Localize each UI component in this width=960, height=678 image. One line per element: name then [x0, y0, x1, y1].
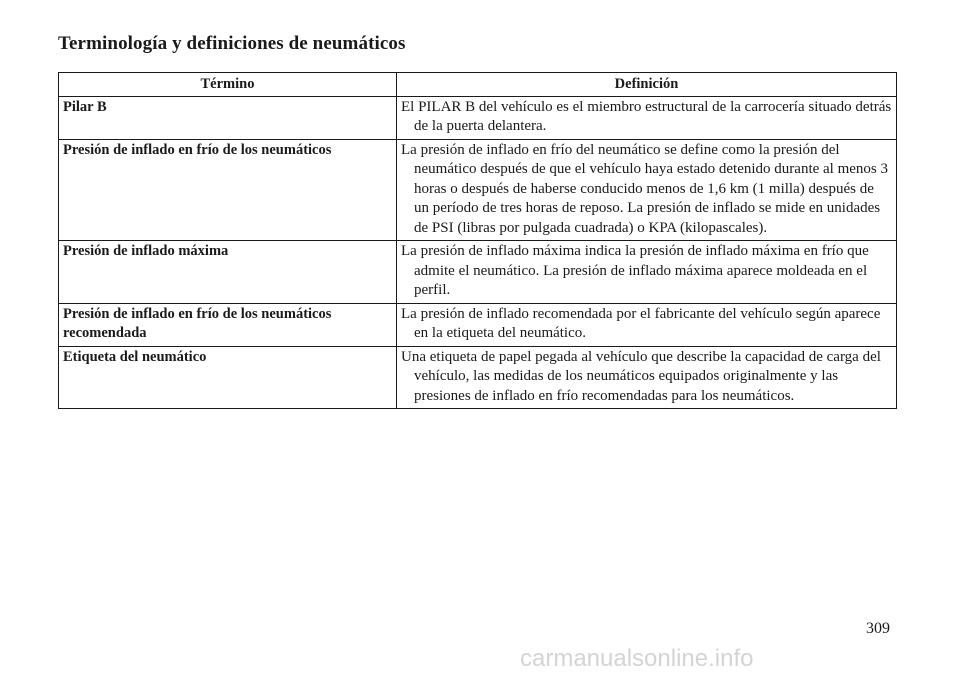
- definition-cell: El PILAR B del vehículo es el miembro estructural de la carrocería situado detrás de la puerta delantera.: [397, 96, 897, 139]
- table-row: [59, 139, 897, 241]
- term-cell: Presión de inflado máxima: [59, 241, 397, 304]
- term-cell: Etiqueta del neumático: [59, 346, 397, 409]
- page-title: Terminología y definiciones de neumáticos: [58, 33, 406, 54]
- table-header-row: [59, 73, 897, 97]
- table-row: [59, 241, 897, 304]
- page-number: 309: [866, 620, 890, 637]
- table-row: [59, 346, 897, 409]
- table-row: [59, 96, 897, 139]
- definition-cell: La presión de inflado en frío del neumático se define como la presión del neumático después de que el vehículo haya estado detenido durante al menos 3 horas o después de haberse conducido menos de 1,6 km (1 milla) después de un período de tres horas de reposo. La presión de inflado se mide en unidades de PSI (libras por pulgada cuadrada) o KPA (kilopascales).: [397, 139, 897, 241]
- column-header-term: Término: [59, 73, 397, 97]
- definition-cell: Una etiqueta de papel pegada al vehículo que describe la capacidad de carga del vehículo, las medidas de los neumáticos equipados originalmente y las presiones de inflado en frío recomendadas para los neumáticos.: [397, 346, 897, 409]
- term-cell: Presión de inflado en frío de los neumáticos: [59, 139, 397, 241]
- column-header-definition: Definición: [397, 73, 897, 97]
- term-cell: Presión de inflado en frío de los neumáticos recomendada: [59, 303, 397, 346]
- table-row: [59, 303, 897, 346]
- definition-cell: La presión de inflado recomendada por el fabricante del vehículo según aparece en la etiqueta del neumático.: [397, 303, 897, 346]
- definition-cell: La presión de inflado máxima indica la presión de inflado máxima en frío que admite el neumático. La presión de inflado máxima aparece moldeada en el perfil.: [397, 241, 897, 304]
- term-cell: Pilar B: [59, 96, 397, 139]
- watermark: carmanualsonline.info: [520, 645, 754, 672]
- terminology-table: [58, 72, 897, 409]
